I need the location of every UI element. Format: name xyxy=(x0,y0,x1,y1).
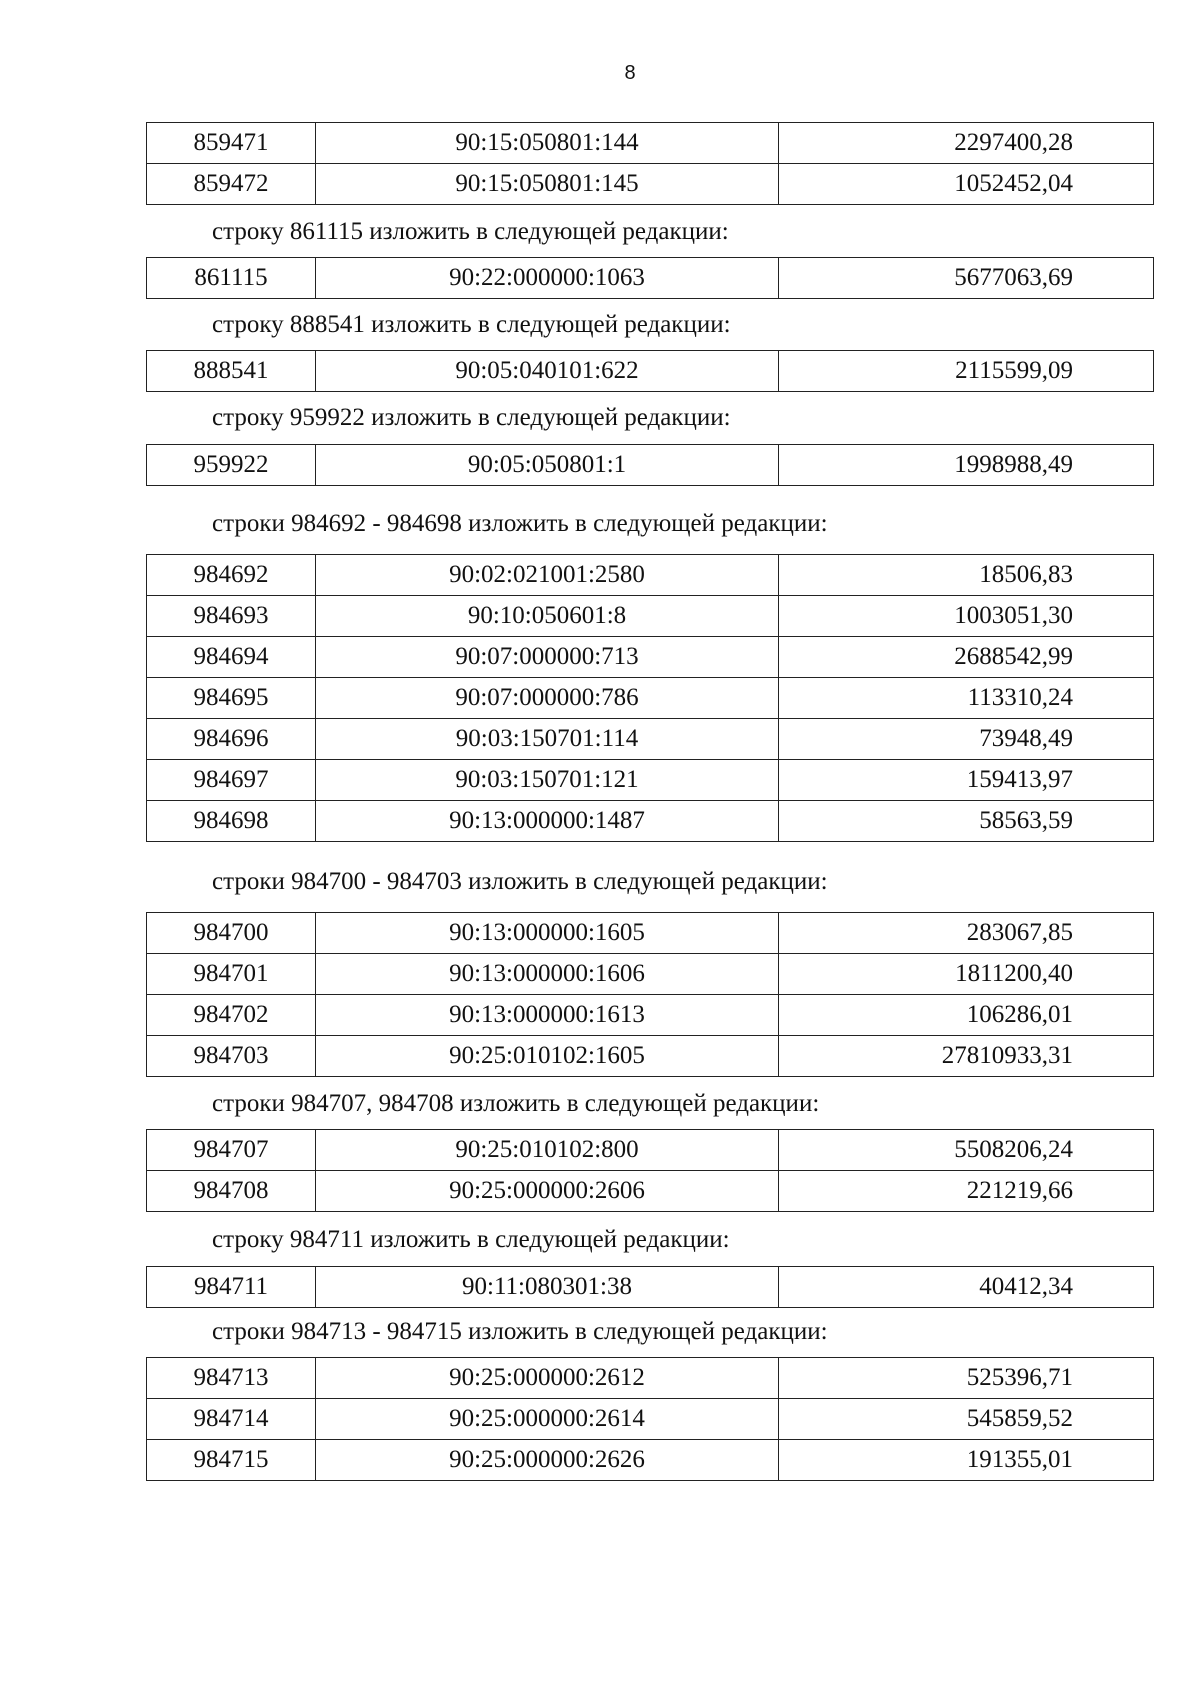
cadastral-number-cell: 90:25:000000:2606 xyxy=(316,1171,779,1212)
table-row xyxy=(147,596,1154,637)
section-caption: строку 959922 изложить в следующей редакции: xyxy=(212,404,731,431)
row-number-cell: 984702 xyxy=(147,995,316,1036)
table-row xyxy=(147,258,1154,299)
table-row xyxy=(147,760,1154,801)
row-number-cell: 984694 xyxy=(147,637,316,678)
table-row xyxy=(147,1036,1154,1077)
value-cell: 73948,49 xyxy=(779,719,1154,760)
data-table xyxy=(146,554,1154,842)
cadastral-number-cell: 90:07:000000:786 xyxy=(316,678,779,719)
value-cell: 18506,83 xyxy=(779,555,1154,596)
row-number-cell: 984707 xyxy=(147,1130,316,1171)
section-caption: строки 984700 - 984703 изложить в следующей редакции: xyxy=(212,868,828,895)
row-number-cell: 984711 xyxy=(147,1267,316,1308)
table-row xyxy=(147,678,1154,719)
section-caption: строки 984713 - 984715 изложить в следующей редакции: xyxy=(212,1318,828,1345)
cadastral-number-cell: 90:13:000000:1613 xyxy=(316,995,779,1036)
table-row xyxy=(147,1440,1154,1481)
table-row xyxy=(147,351,1154,392)
cadastral-number-cell: 90:15:050801:145 xyxy=(316,164,779,205)
cadastral-number-cell: 90:05:040101:622 xyxy=(316,351,779,392)
value-cell: 191355,01 xyxy=(779,1440,1154,1481)
table-row xyxy=(147,1130,1154,1171)
row-number-cell: 859472 xyxy=(147,164,316,205)
cadastral-number-cell: 90:25:010102:1605 xyxy=(316,1036,779,1077)
table-row xyxy=(147,1267,1154,1308)
table-row xyxy=(147,719,1154,760)
section-caption: строку 888541 изложить в следующей редакции: xyxy=(212,311,731,338)
value-cell: 106286,01 xyxy=(779,995,1154,1036)
cadastral-number-cell: 90:10:050601:8 xyxy=(316,596,779,637)
value-cell: 40412,34 xyxy=(779,1267,1154,1308)
value-cell: 113310,24 xyxy=(779,678,1154,719)
value-cell: 5508206,24 xyxy=(779,1130,1154,1171)
value-cell: 1003051,30 xyxy=(779,596,1154,637)
cadastral-number-cell: 90:02:021001:2580 xyxy=(316,555,779,596)
row-number-cell: 861115 xyxy=(147,258,316,299)
cadastral-number-cell: 90:25:000000:2612 xyxy=(316,1358,779,1399)
row-number-cell: 859471 xyxy=(147,123,316,164)
value-cell: 283067,85 xyxy=(779,913,1154,954)
row-number-cell: 984692 xyxy=(147,555,316,596)
section-caption: строки 984707, 984708 изложить в следующей редакции: xyxy=(212,1090,820,1117)
value-cell: 221219,66 xyxy=(779,1171,1154,1212)
data-table xyxy=(146,1357,1154,1481)
table-row xyxy=(147,637,1154,678)
table-row xyxy=(147,1358,1154,1399)
page-number: 8 xyxy=(624,62,636,84)
value-cell: 27810933,31 xyxy=(779,1036,1154,1077)
cadastral-number-cell: 90:13:000000:1487 xyxy=(316,801,779,842)
table-row xyxy=(147,954,1154,995)
row-number-cell: 888541 xyxy=(147,351,316,392)
table-row xyxy=(147,164,1154,205)
cadastral-number-cell: 90:13:000000:1606 xyxy=(316,954,779,995)
value-cell: 1052452,04 xyxy=(779,164,1154,205)
value-cell: 1998988,49 xyxy=(779,445,1154,486)
row-number-cell: 984695 xyxy=(147,678,316,719)
section-caption: строку 861115 изложить в следующей редакции: xyxy=(212,218,729,245)
data-table xyxy=(146,1129,1154,1212)
table-row xyxy=(147,1171,1154,1212)
row-number-cell: 984701 xyxy=(147,954,316,995)
row-number-cell: 984703 xyxy=(147,1036,316,1077)
cadastral-number-cell: 90:03:150701:114 xyxy=(316,719,779,760)
row-number-cell: 984708 xyxy=(147,1171,316,1212)
section-caption: строки 984692 - 984698 изложить в следующей редакции: xyxy=(212,510,828,537)
row-number-cell: 959922 xyxy=(147,445,316,486)
row-number-cell: 984697 xyxy=(147,760,316,801)
cadastral-number-cell: 90:05:050801:1 xyxy=(316,445,779,486)
row-number-cell: 984714 xyxy=(147,1399,316,1440)
table-row xyxy=(147,555,1154,596)
data-table xyxy=(146,122,1154,205)
value-cell: 58563,59 xyxy=(779,801,1154,842)
cadastral-number-cell: 90:07:000000:713 xyxy=(316,637,779,678)
value-cell: 2115599,09 xyxy=(779,351,1154,392)
value-cell: 2297400,28 xyxy=(779,123,1154,164)
cadastral-number-cell: 90:11:080301:38 xyxy=(316,1267,779,1308)
value-cell: 1811200,40 xyxy=(779,954,1154,995)
row-number-cell: 984698 xyxy=(147,801,316,842)
table-row xyxy=(147,1399,1154,1440)
value-cell: 525396,71 xyxy=(779,1358,1154,1399)
data-table xyxy=(146,257,1154,299)
cadastral-number-cell: 90:25:000000:2626 xyxy=(316,1440,779,1481)
data-table xyxy=(146,350,1154,392)
row-number-cell: 984715 xyxy=(147,1440,316,1481)
data-table xyxy=(146,912,1154,1077)
value-cell: 5677063,69 xyxy=(779,258,1154,299)
cadastral-number-cell: 90:03:150701:121 xyxy=(316,760,779,801)
cadastral-number-cell: 90:22:000000:1063 xyxy=(316,258,779,299)
cadastral-number-cell: 90:25:000000:2614 xyxy=(316,1399,779,1440)
row-number-cell: 984696 xyxy=(147,719,316,760)
table-row xyxy=(147,913,1154,954)
value-cell: 2688542,99 xyxy=(779,637,1154,678)
cadastral-number-cell: 90:25:010102:800 xyxy=(316,1130,779,1171)
table-row xyxy=(147,123,1154,164)
value-cell: 545859,52 xyxy=(779,1399,1154,1440)
table-row xyxy=(147,445,1154,486)
row-number-cell: 984700 xyxy=(147,913,316,954)
cadastral-number-cell: 90:13:000000:1605 xyxy=(316,913,779,954)
value-cell: 159413,97 xyxy=(779,760,1154,801)
row-number-cell: 984713 xyxy=(147,1358,316,1399)
table-row xyxy=(147,801,1154,842)
cadastral-number-cell: 90:15:050801:144 xyxy=(316,123,779,164)
row-number-cell: 984693 xyxy=(147,596,316,637)
data-table xyxy=(146,444,1154,486)
section-caption: строку 984711 изложить в следующей редакции: xyxy=(212,1226,730,1253)
table-row xyxy=(147,995,1154,1036)
data-table xyxy=(146,1266,1154,1308)
